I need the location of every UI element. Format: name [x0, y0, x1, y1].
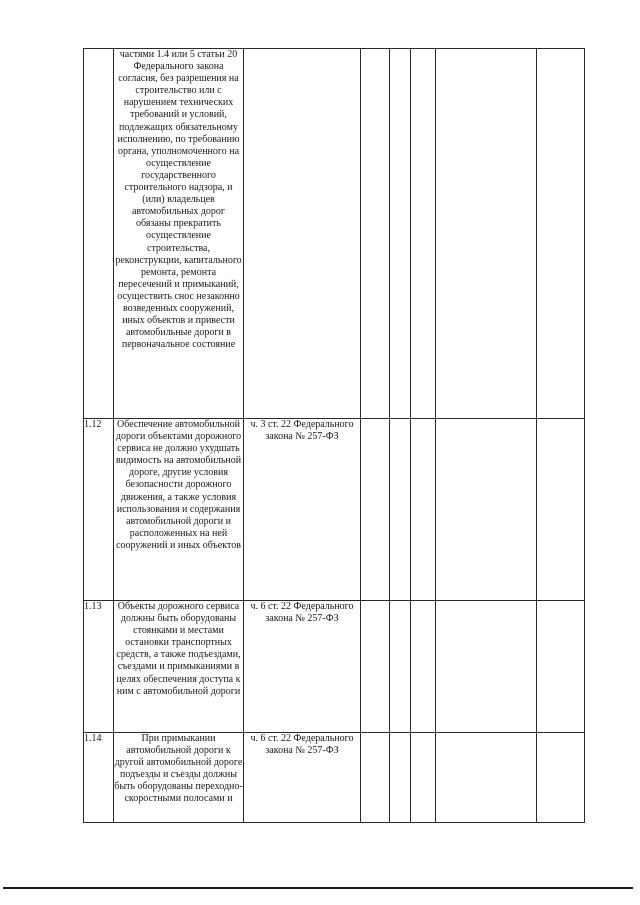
- empty-cell: [537, 419, 585, 601]
- empty-cell: [537, 733, 585, 823]
- table-row: [84, 49, 585, 419]
- row-number: 1.13: [84, 601, 114, 733]
- empty-cell: [436, 49, 537, 419]
- law-reference: ч. 6 ст. 22 Федерального закона № 257-ФЗ: [244, 601, 361, 733]
- empty-cell: [411, 733, 436, 823]
- row-number: 1.14: [84, 733, 114, 823]
- table-row: [84, 601, 585, 733]
- empty-cell: [537, 601, 585, 733]
- law-reference: ч. 6 ст. 22 Федерального закона № 257-ФЗ: [244, 733, 361, 823]
- empty-cell: [361, 601, 390, 733]
- bottom-rule: [3, 887, 633, 889]
- empty-cell: [361, 49, 390, 419]
- empty-cell: [411, 49, 436, 419]
- empty-cell: [411, 419, 436, 601]
- empty-cell: [411, 601, 436, 733]
- empty-cell: [390, 49, 411, 419]
- requirement-text: Обеспечение автомобильной дороги объектами дорожного сервиса не должно ухудшать видимость на автомобильной дороге, другие условия безопасности дорожного движения, а также условия использования и содержания автомобильной дороги и расположенных на ней сооружений и иных объектов: [114, 419, 244, 601]
- requirements-table: [83, 48, 585, 823]
- empty-cell: [436, 733, 537, 823]
- empty-cell: [436, 601, 537, 733]
- law-reference: ч. 3 ст. 22 Федерального закона № 257-ФЗ: [244, 419, 361, 601]
- row-number: 1.12: [84, 419, 114, 601]
- row-number: [84, 49, 114, 419]
- empty-cell: [390, 733, 411, 823]
- empty-cell: [390, 601, 411, 733]
- empty-cell: [361, 419, 390, 601]
- requirement-text: частями 1.4 или 5 статьи 20 Федерального закона согласия, без разрешения на строительство или с нарушением технических требований и условий, подлежащих обязательному исполнению, по требованию органа, уполномоченного на осуществление государственного строительного надзора, и (или) владельцев автомобильных дорог обязаны прекратить осуществление строительства, реконструкции, капитального ремонта, ремонта пересечений и примыканий, осуществить снос незаконно возведенных сооружений, иных объектов и привести автомобильные дороги в первоначальное состояние: [114, 49, 244, 419]
- table-row: [84, 419, 585, 601]
- requirement-text: При примыкании автомобильной дороги к другой автомобильной дороге подъезды и съезды должны быть оборудованы переходно-скоростными полосами и: [114, 733, 244, 823]
- empty-cell: [361, 733, 390, 823]
- empty-cell: [436, 419, 537, 601]
- requirement-text: Объекты дорожного сервиса должны быть оборудованы стоянками и местами остановки транспортных средств, а также подъездами, съездами и примыканиями в целях обеспечения доступа к ним с автомобильной дороги: [114, 601, 244, 733]
- empty-cell: [537, 49, 585, 419]
- empty-cell: [390, 419, 411, 601]
- law-reference: [244, 49, 361, 419]
- table-row: [84, 733, 585, 823]
